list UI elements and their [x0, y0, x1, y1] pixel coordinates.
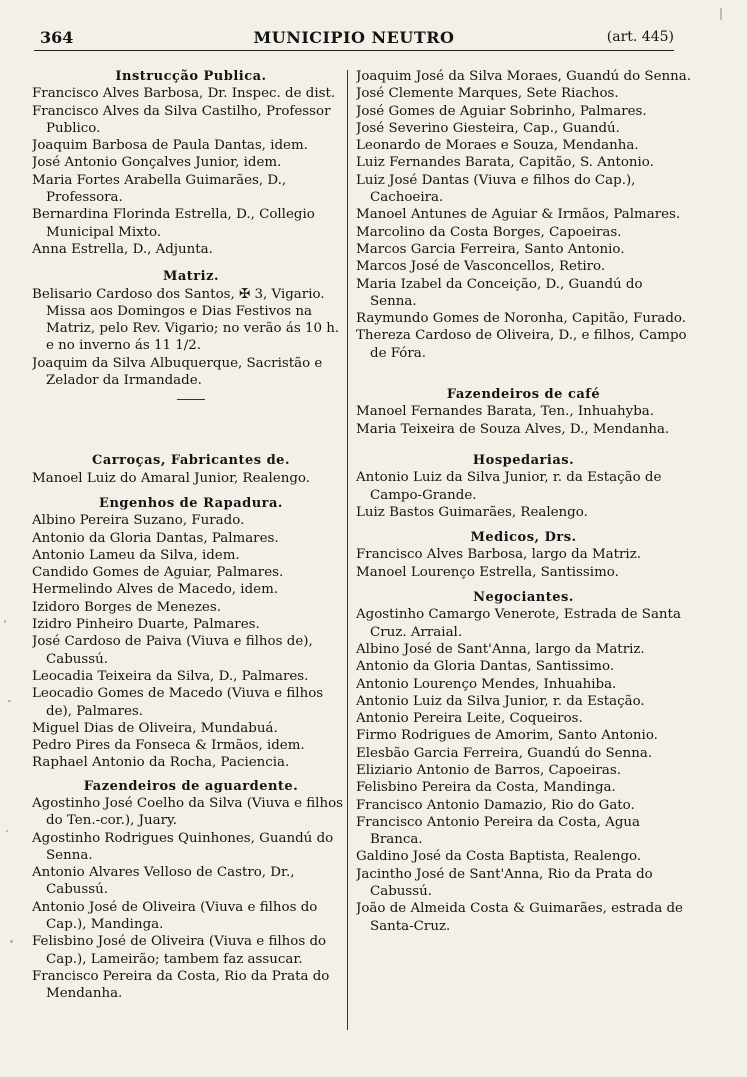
list-item: Antonio José de Oliveira (Viuva e filhos do Cap.), Mandinga.	[32, 899, 318, 933]
list-item: Francisco Antonio Pereira da Costa, Agua Branca.	[356, 814, 641, 848]
list-item: Manoel Lourenço Estrella, Santissimo.	[356, 564, 619, 580]
list-item: Maria Teixeira de Souza Alves, D., Mendanha.	[356, 421, 670, 437]
list-item: Joaquim José da Silva Moraes, Guandú do Senna.	[356, 69, 691, 84]
list-item: Francisco Alves da Silva Castilho, Professor Publico.	[32, 103, 331, 136]
list-item: Anna Estrella, D., Adjunta.	[32, 241, 213, 257]
list-item: Elesbão Garcia Ferreira, Guandú do Senna.	[356, 745, 653, 761]
list-item: Leonardo de Moraes e Souza, Mendanha.	[356, 138, 639, 154]
list-item: Agostinho Rodrigues Quinhones, Guandú do Senna.	[32, 830, 334, 863]
list-item: Luiz José Dantas (Viuva e filhos do Cap.), Cachoeira.	[356, 172, 636, 206]
list-item: Francisco Antonio Damazio, Rio do Gato.	[356, 797, 635, 813]
scan-speck	[10, 940, 13, 943]
list-item: Antonio Lameu da Silva, idem.	[32, 547, 240, 563]
section-heading: Instrucção Publica.	[115, 69, 267, 84]
section-separator	[177, 399, 205, 400]
list-item: Albino José de Sant'Anna, largo da Matriz.	[356, 641, 645, 657]
list-item: Izidoro Borges de Menezes.	[32, 599, 221, 615]
list-item: Antonio Pereira Leite, Coqueiros.	[356, 711, 583, 727]
list-item: Agostinho Camargo Venerote, Estrada de Santa Cruz. Arraial.	[356, 607, 681, 640]
section-heading: Hospedarias.	[472, 452, 575, 468]
list-item: Antonio Luiz da Silva Junior, r. da Estação de Campo-Grande.	[356, 470, 662, 503]
scan-speck	[6, 830, 8, 832]
list-item: Hermelindo Alves de Macedo, idem.	[32, 582, 279, 598]
list-item: Belisario Cardoso dos Santos, ✠ 3, Vigario. Missa aos Domingos e Dias Festivos na Matriz, pelo Rev. Vigario; no verão ás 10 h. e no inverno ás 11 1/2.	[32, 286, 340, 354]
list-item: Agostinho José Coelho da Silva (Viuva e filhos do Ten.-cor.), Juary.	[32, 795, 344, 829]
list-item: Francisco Pereira da Costa, Rio da Prata do Mendanha.	[32, 968, 330, 1002]
list-item: Leocadia Teixeira da Silva, D., Palmares.	[32, 668, 309, 684]
list-item: Antonio da Gloria Dantas, Santissimo.	[356, 659, 615, 675]
section-heading: Negociantes.	[473, 590, 574, 606]
list-item: Izidro Pinheiro Duarte, Palmares.	[32, 617, 260, 633]
list-item: Luiz Bastos Guimarães, Realengo.	[356, 504, 588, 520]
list-item: Albino Pereira Suzano, Furado.	[32, 513, 245, 529]
list-item: Luiz Fernandes Barata, Capitão, S. Antonio.	[356, 155, 654, 171]
list-item: Bernardina Florinda Estrella, D., Collegio Municipal Mixto.	[32, 207, 315, 240]
list-item: Eliziario Antonio de Barros, Capoeiras.	[356, 762, 622, 778]
list-item: Joaquim da Silva Albuquerque, Sacristão e Zelador da Irmandade.	[32, 355, 323, 389]
list-item: José Severino Giesteira, Cap., Guandú.	[356, 120, 620, 136]
list-item: Jacintho José de Sant'Anna, Rio da Prata do Cabussú.	[356, 866, 653, 900]
list-item: Miguel Dias de Oliveira, Mundabuá.	[32, 720, 278, 736]
right-column	[356, 68, 691, 935]
list-item: Manoel Luiz do Amaral Junior, Realengo.	[32, 470, 310, 486]
list-item: Joaquim Barbosa de Paula Dantas, idem.	[32, 138, 308, 154]
list-item: Manoel Fernandes Barata, Ten., Inhuahyba.	[356, 404, 655, 420]
list-item: João de Almeida Costa & Guimarães, estrada de Santa-Cruz.	[356, 901, 683, 934]
list-item: Raphael Antonio da Rocha, Paciencia.	[32, 755, 290, 771]
list-item: Felisbino José de Oliveira (Viuva e filhos do Cap.), Lameirão; tambem faz assucar.	[32, 934, 327, 967]
list-item: Pedro Pires da Fonseca & Irmãos, idem.	[32, 738, 305, 754]
section-heading: Engenhos de Rapadura.	[99, 495, 283, 511]
section-heading: Fazendeiros de aguardente.	[83, 778, 299, 794]
scan-speck	[8, 700, 11, 702]
list-item: Marcos Garcia Ferreira, Santo Antonio.	[356, 241, 625, 257]
list-item: Marcolino da Costa Borges, Capoeiras.	[356, 224, 622, 240]
list-item: Raymundo Gomes de Noronha, Capitão, Furado.	[356, 311, 686, 327]
list-item: Antonio da Gloria Dantas, Palmares.	[32, 530, 279, 546]
list-item: Francisco Alves Barbosa, Dr. Inspec. de dist.	[32, 86, 336, 102]
list-item: Leocadio Gomes de Macedo (Viuva e filhos de), Palmares.	[32, 686, 324, 719]
list-item: José Antonio Gonçalves Junior, idem.	[32, 155, 282, 171]
page-header	[34, 28, 674, 51]
scan-speck	[4, 620, 6, 623]
list-item: Antonio Alvares Velloso de Castro, Dr., Cabussú.	[32, 865, 295, 898]
list-item: Felisbino Pereira da Costa, Mandinga.	[356, 780, 616, 796]
section-heading: Medicos, Drs.	[470, 530, 577, 546]
list-item: Francisco Alves Barbosa, largo da Matriz.	[356, 547, 642, 563]
page-number: 364	[40, 28, 74, 47]
scan-speck	[720, 8, 722, 20]
section-heading: Matriz.	[162, 269, 219, 285]
page-title: MUNICIPIO NEUTRO	[253, 28, 455, 47]
list-item: José Clemente Marques, Sete Riachos.	[356, 86, 619, 102]
list-item: Maria Fortes Arabella Guimarães, D., Professora.	[32, 172, 287, 206]
article-reference: (art. 445)	[606, 29, 674, 45]
list-item: Galdino José da Costa Baptista, Realengo.	[356, 849, 642, 865]
list-item: Candido Gomes de Aguiar, Palmares.	[32, 565, 284, 581]
list-item: Maria Izabel da Conceição, D., Guandú do Senna.	[356, 276, 643, 309]
list-item: Thereza Cardoso de Oliveira, D., e filhos, Campo de Fóra.	[356, 328, 687, 361]
list-item: Manoel Antunes de Aguiar & Irmãos, Palmares.	[356, 207, 681, 223]
list-item: Marcos José de Vasconcellos, Retiro.	[356, 259, 606, 275]
list-item: Antonio Luiz da Silva Junior, r. da Estação.	[356, 693, 645, 709]
list-item: Antonio Lourenço Mendes, Inhuahiba.	[356, 676, 617, 692]
left-column	[32, 68, 350, 1003]
section-heading: Fazendeiros de café	[446, 387, 601, 403]
section-heading: Carroças, Fabricantes de.	[92, 453, 290, 469]
list-item: José Cardoso de Paiva (Viuva e filhos de), Cabussú.	[32, 634, 313, 667]
list-item: Firmo Rodrigues de Amorim, Santo Antonio.	[356, 728, 658, 744]
list-item: José Gomes de Aguiar Sobrinho, Palmares.	[356, 103, 647, 119]
